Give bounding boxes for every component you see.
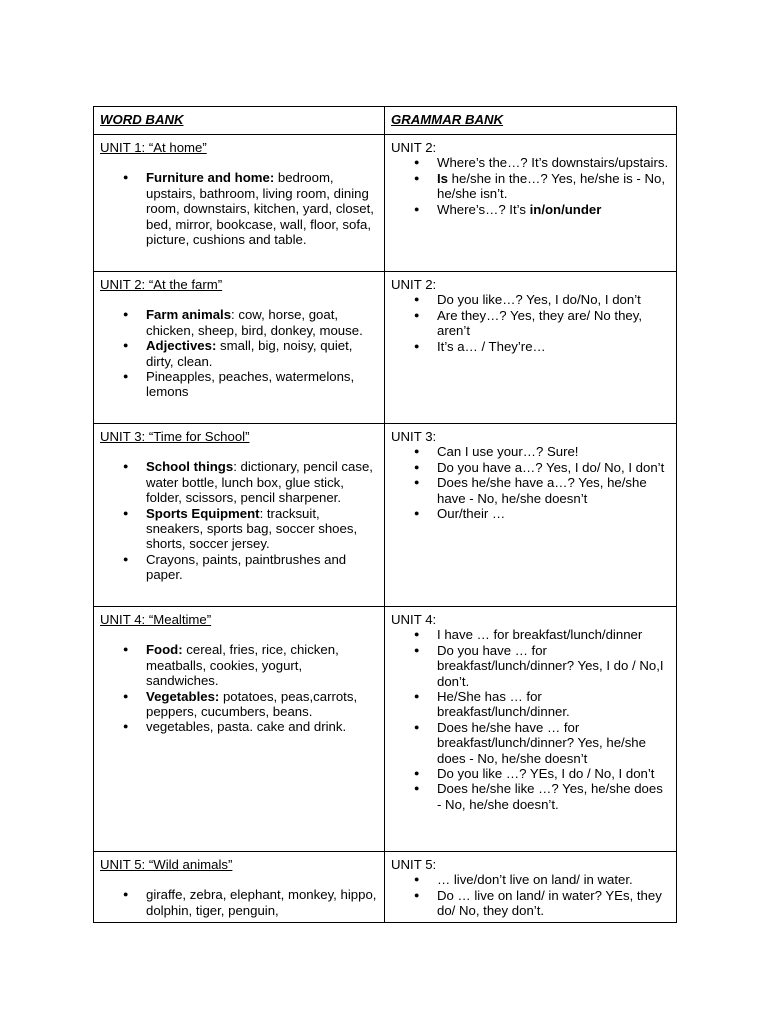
list-item [146,719,378,734]
item-text: Does he/she have a…? Yes, he/she have - No, he/she doesn’t [437,475,647,506]
list-item [146,369,378,400]
unit-title: UNIT 2: [391,277,437,292]
list-item [437,627,670,642]
list-item [437,308,670,339]
word-cell [94,424,385,607]
list-item [437,888,670,919]
item-text: he/she in the…? Yes, he/she is - No, he/she isn’t. [437,170,665,202]
item-term: Sports Equipment [146,505,260,521]
item-text: He/She has … for breakfast/lunch/dinner. [437,689,570,720]
list-item [437,155,670,170]
item-term: in/on/under [529,201,602,217]
item-term: Farm animals [146,307,232,323]
list-item [437,781,670,812]
item-text: bedroom, upstairs, bathroom, living room, dining room, downstairs, kitchen, yard, closet, bed, mirror, bookcase, wall, floor, sofa, picture, cushions and table. [146,170,374,248]
item-text: Where’s the…? It’s downstairs/upstairs. [437,155,669,171]
item-text: potatoes, peas,carrots, peppers, cucumbers, beans. [146,688,358,720]
unit-title: UNIT 4: “Mealtime” [100,612,212,627]
unit-title: UNIT 5: [391,857,437,872]
list-item [146,689,378,720]
header-row [94,107,677,135]
word-cell [94,135,385,272]
unit-title: UNIT 4: [391,612,437,627]
unit-title: UNIT 5: “Wild animals” [100,857,233,872]
grammar-cell [385,852,677,923]
item-text: It’s a… / They’re… [437,338,546,354]
grammar-bank-header: GRAMMAR BANK [385,107,677,135]
item-prefix: Where’s…? It’s [437,201,530,217]
item-text: Do you have … for breakfast/lunch/dinner? Yes, I do / No,I don’t. [437,642,664,689]
list-item [437,766,670,781]
unit-title: UNIT 2: “At the farm” [100,277,223,292]
item-text: cereal, fries, rice, chicken, meatballs, cookies, yogurt, sandwiches. [146,642,339,689]
item-term: Adjectives: [146,338,217,354]
item-text: … live/don’t live on land/ in water. [437,872,633,888]
list-item [437,475,670,506]
list-item [146,642,378,688]
word-list [100,170,378,247]
list-item [146,170,378,247]
grammar-list [391,292,670,354]
grammar-cell [385,607,677,852]
item-text: Our/their … [437,506,506,522]
list-item [437,339,670,354]
list-item [146,887,378,918]
item-text: Can I use your…? Sure! [437,444,579,460]
table-row [94,852,677,923]
unit-title: UNIT 2: [391,140,437,155]
list-item [437,460,670,475]
list-item [146,459,378,505]
list-item [437,643,670,689]
unit-title: UNIT 3: [391,429,437,444]
word-cell [94,607,385,852]
word-cell [94,272,385,424]
item-text: Does he/she have … for breakfast/lunch/dinner? Yes, he/she does - No, he/she doesn’t [437,719,646,766]
item-text: : tracksuit, sneakers, sports bag, soccer shoes, shorts, soccer jersey. [146,505,358,552]
list-item [437,689,670,720]
list-item [437,444,670,459]
word-list [100,887,378,918]
list-item [437,720,670,766]
item-text: Crayons, paints, paintbrushes and paper. [146,551,347,583]
item-term: Food: [146,642,183,658]
unit-title: UNIT 1: “At home” [100,140,207,155]
grammar-cell [385,272,677,424]
item-text: Do … live on land/ in water? YEs, they do/ No, they don’t. [437,887,662,919]
item-term: School things [146,459,234,475]
grammar-list [391,444,670,521]
item-term: Is [437,170,448,186]
list-item [146,506,378,552]
table-row [94,135,677,272]
unit-title: UNIT 3: “Time for School” [100,429,250,444]
item-text: I have … for breakfast/lunch/dinner [437,627,643,643]
item-text: giraffe, zebra, elephant, monkey, hippo, dolphin, tiger, penguin, [146,887,377,918]
word-list [100,307,378,399]
table-row [94,424,677,607]
item-text: Are they…? Yes, they are/ No they, aren’t [437,307,643,339]
table-row [94,607,677,852]
grammar-list [391,627,670,812]
item-text: Do you have a…? Yes, I do/ No, I don’t [437,459,665,475]
item-text: Do you like…? Yes, I do/No, I don’t [437,292,641,308]
item-text: Do you like …? YEs, I do / No, I don’t [437,766,655,782]
table-row [94,272,677,424]
item-text: Pineapples, peaches, watermelons, lemons [146,369,355,400]
word-grammar-table [93,106,677,923]
list-item [437,171,670,202]
item-text: : cow, horse, goat, chicken, sheep, bird, donkey, mouse. [146,307,363,338]
word-cell [94,852,385,923]
list-item [437,292,670,307]
list-item [146,338,378,369]
list-item [437,506,670,521]
grammar-list [391,872,670,918]
grammar-cell [385,135,677,272]
list-item [437,202,670,217]
item-term: Furniture and home: [146,170,275,186]
list-item [437,872,670,887]
item-text: Does he/she like …? Yes, he/she does - No, he/she doesn’t. [437,781,663,812]
word-list [100,642,378,734]
grammar-list [391,155,670,217]
word-list [100,459,378,582]
list-item [146,307,378,338]
item-term: Vegetables: [146,688,220,704]
item-text: : dictionary, pencil case, water bottle, lunch box, glue stick, folder, scissors, pencil sharpener. [146,459,373,506]
item-text: vegetables, pasta. cake and drink. [146,719,347,735]
item-text: small, big, noisy, quiet, dirty, clean. [146,338,353,369]
list-item [146,552,378,583]
word-bank-header: WORD BANK [94,107,385,135]
grammar-cell [385,424,677,607]
